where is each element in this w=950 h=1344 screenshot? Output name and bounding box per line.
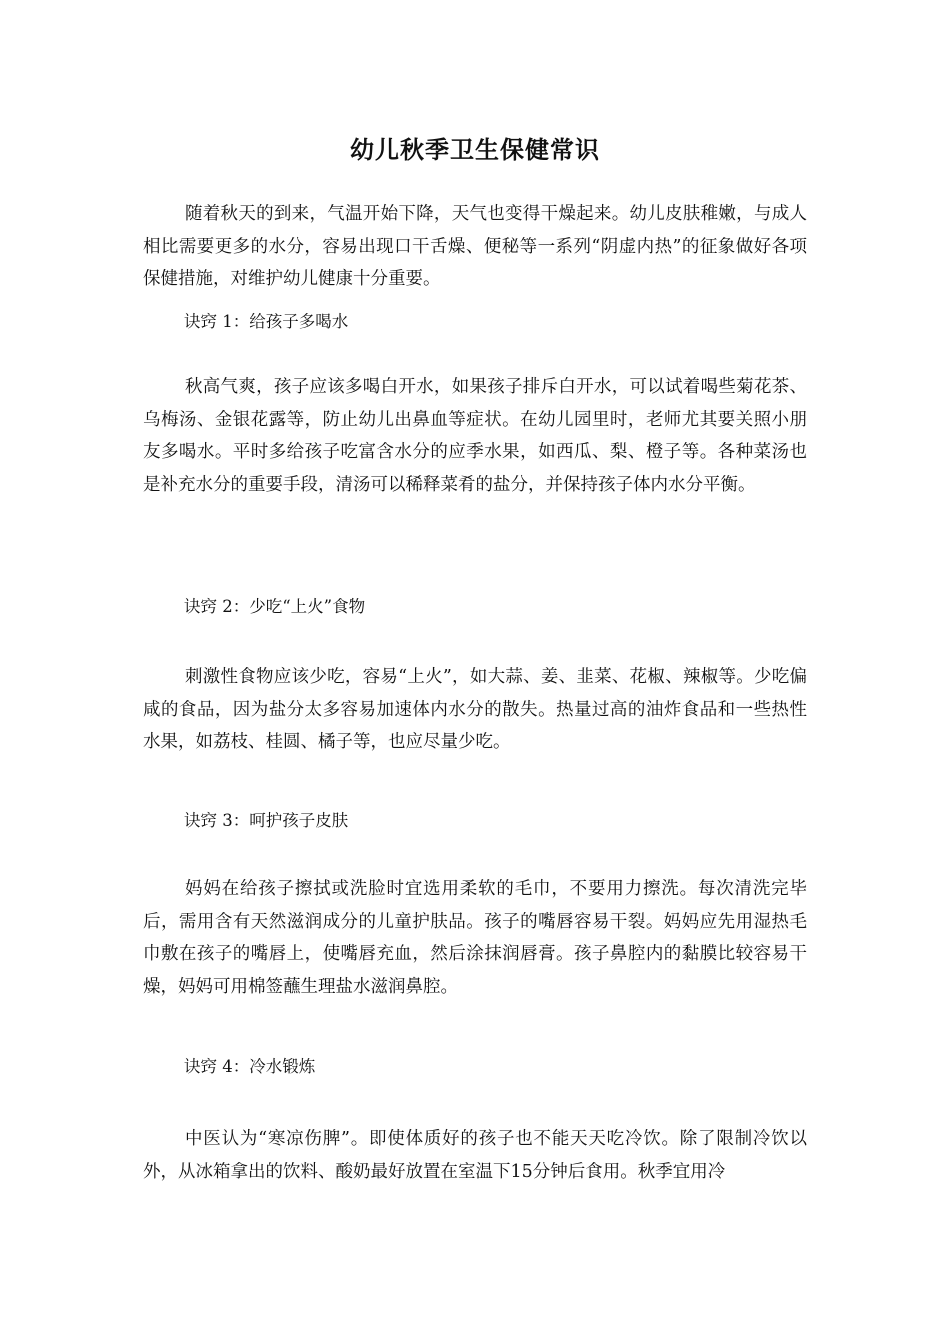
tip-2-paragraph: 刺激性食物应该少吃，容易“上火”，如大蒜、姜、韭菜、花椒、辣椒等。少吃偏咸的食品，因为盐分太多容易加速体内水分的散失。热量过高的油炸食品和一些热性水果，如荔枝、桂圆、橘子等，也应尽量少吃。: [143, 667, 807, 752]
tip-4-heading: 诀窍 4：冷水锻炼: [184, 1057, 316, 1076]
document-title: 幼儿秋季卫生保健常识: [350, 135, 600, 164]
tip-4-paragraph: 中医认为“寒凉伤脾”。即使体质好的孩子也不能天天吃冷饮。除了限制冷饮以外，从冰箱拿出的饮料、酸奶最好放置在室温下15分钟后食用。秋季宜用冷: [143, 1129, 807, 1182]
tip-1-heading: 诀窍 1：给孩子多喝水: [184, 312, 349, 331]
tip-2-heading: 诀窍 2：少吃“上火”食物: [184, 597, 366, 616]
tip-3-paragraph: 妈妈在给孩子擦拭或洗脸时宜选用柔软的毛巾，不要用力擦洗。每次清洗完毕后，需用含有天然滋润成分的儿童护肤品。孩子的嘴唇容易干裂。妈妈应先用湿热毛巾敷在孩子的嘴唇上，使嘴唇充血，然后涂抹润唇膏。孩子鼻腔内的黏膜比较容易干燥，妈妈可用棉签蘸生理盐水滋润鼻腔。: [143, 879, 807, 997]
intro-paragraph: 随着秋天的到来，气温开始下降，天气也变得干燥起来。幼儿皮肤稚嫩，与成人相比需要更多的水分，容易出现口干舌燥、便秘等一系列“阴虚内热”的征象做好各项保健措施，对维护幼儿健康十分重要。: [143, 204, 807, 289]
tip-3-heading: 诀窍 3：呵护孩子皮肤: [184, 811, 349, 830]
tip-1-paragraph: 秋高气爽，孩子应该多喝白开水，如果孩子排斥白开水，可以试着喝些菊花茶、乌梅汤、金银花露等，防止幼儿出鼻血等症状。在幼儿园里时，老师尤其要关照小朋友多喝水。平时多给孩子吃富含水分的应季水果，如西瓜、梨、橙子等。各种菜汤也是补充水分的重要手段，清汤可以稀释菜肴的盐分，并保持孩子体内水分平衡。: [143, 377, 807, 495]
